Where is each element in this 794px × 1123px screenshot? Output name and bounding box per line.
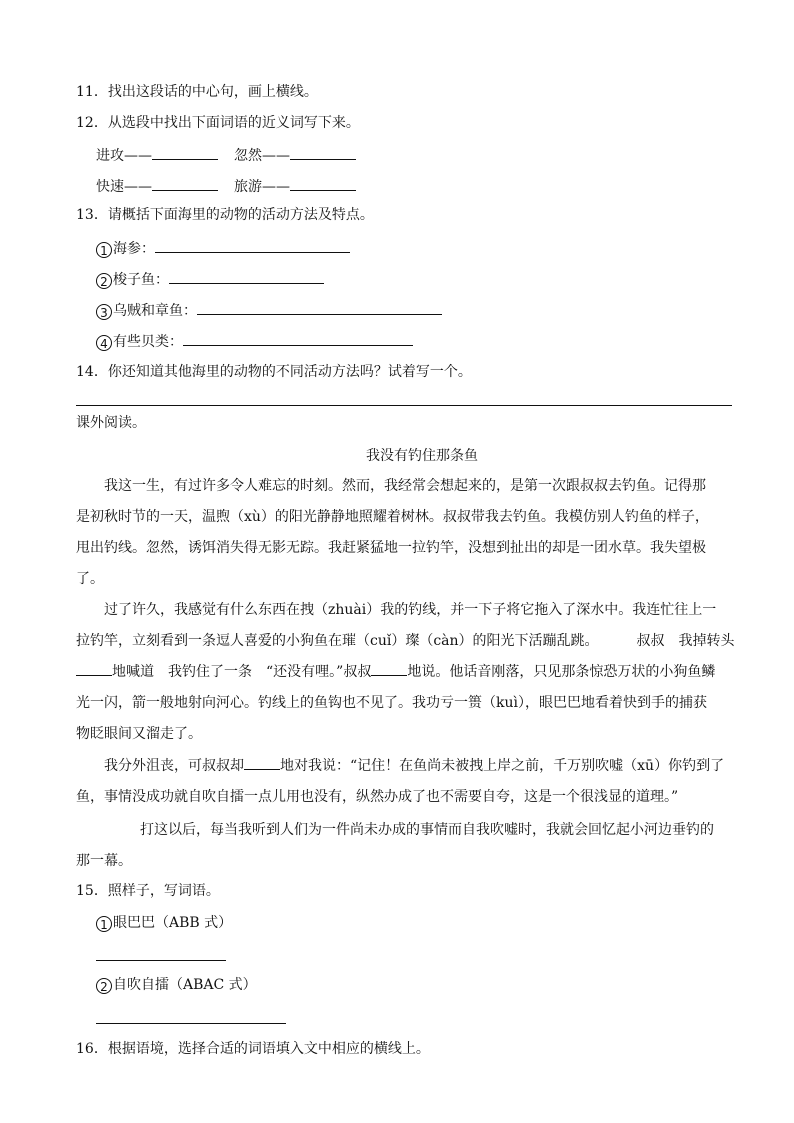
answer-blank[interactable] bbox=[152, 176, 218, 191]
word-example: 自吹自擂（ABAC 式） bbox=[113, 977, 257, 993]
fill-blank[interactable] bbox=[76, 659, 112, 676]
circled-number: 2 bbox=[96, 978, 112, 994]
story-text: 地喊道 bbox=[112, 664, 154, 680]
answer-blank[interactable] bbox=[155, 238, 350, 253]
story-line: 了。 bbox=[76, 571, 104, 587]
circled-number: 1 bbox=[96, 916, 112, 932]
story-line: 物眨眼间又溜走了。 bbox=[76, 726, 202, 742]
fill-blank[interactable] bbox=[244, 753, 280, 770]
story-line: 过了许久，我感觉有什么东西在拽（zhuài）我的钓线，并一下子将它拖入了深水中。我连忙往上一 bbox=[104, 602, 717, 618]
answer-line[interactable] bbox=[96, 960, 226, 961]
story-text: “还没有哩。”叔叔 bbox=[266, 664, 372, 680]
answer-blank[interactable] bbox=[290, 145, 356, 160]
section-label: 课外阅读。 bbox=[76, 415, 146, 431]
animal-item bbox=[96, 300, 442, 321]
story-title: 我没有钓住那条鱼 bbox=[366, 448, 478, 464]
animal-item bbox=[96, 269, 324, 290]
answer-blank[interactable] bbox=[183, 331, 413, 346]
story-text: 叔叔 bbox=[636, 633, 665, 649]
answer-blank[interactable] bbox=[169, 269, 324, 284]
story-line bbox=[76, 626, 742, 657]
fill-blank[interactable] bbox=[371, 659, 407, 676]
synonym-word: 进攻—— bbox=[96, 148, 152, 164]
animal-label: 有些贝类： bbox=[113, 334, 183, 350]
animal-item bbox=[96, 238, 350, 259]
animal-label: 梭子鱼： bbox=[113, 272, 169, 288]
story-text: 我钓住了一条 bbox=[168, 664, 252, 680]
answer-blank[interactable] bbox=[290, 176, 356, 191]
story-text: 我掉转头 bbox=[678, 633, 735, 649]
synonym-word: 忽然—— bbox=[234, 148, 290, 164]
story-paragraph-2 bbox=[76, 595, 742, 750]
story-text: 我分外沮丧，可叔叔却 bbox=[104, 758, 244, 774]
animal-label: 海参： bbox=[113, 241, 155, 257]
story-line bbox=[76, 657, 742, 688]
story-line: 是初秋时节的一天，温煦（xù）的阳光静静地照耀着树林。叔叔带我去钓鱼。我模仿别人钓鱼的样子， bbox=[76, 509, 709, 525]
question-15-prompt: 15．照样子，写词语。 bbox=[76, 883, 220, 899]
circled-number: 2 bbox=[96, 273, 112, 289]
story-line: 鱼，事情没成功就自吹自擂一点儿用也没有，纵然办成了也不需要自夸，这是一个很浅显的道理。” bbox=[76, 789, 679, 805]
animal-item bbox=[96, 331, 413, 352]
question-13-prompt: 13．请概括下面海里的动物的活动方法及特点。 bbox=[76, 207, 374, 223]
story-text: 地对我说：“记住！在鱼尚未被拽上岸之前，千万别吹嘘（xū）你钓到了 bbox=[280, 758, 725, 774]
story-paragraph-1 bbox=[76, 471, 742, 595]
story-line: 光一闪，箭一般地射向河心。钓线上的鱼钩也不见了。我功亏一篑（kuì），眼巴巴地看着快到手的捕获 bbox=[76, 695, 707, 711]
story-text: 地说。他话音刚落，只见那条惊恐万状的小狗鱼鳞 bbox=[407, 664, 716, 680]
answer-line[interactable] bbox=[96, 1023, 286, 1024]
answer-blank[interactable] bbox=[197, 300, 442, 315]
circled-number: 4 bbox=[96, 335, 112, 351]
story-paragraph-3 bbox=[76, 751, 742, 813]
story-text: 拉钓竿，立刻看到一条逗人喜爱的小狗鱼在璀（cuǐ）璨（càn）的阳光下活蹦乱跳。 bbox=[76, 633, 599, 649]
synonym-item bbox=[234, 145, 356, 166]
synonym-word: 快速—— bbox=[96, 179, 152, 195]
question-14: 14．你还知道其他海里的动物的不同活动方法吗？试着写一个。 bbox=[76, 364, 472, 380]
synonym-item bbox=[96, 176, 218, 197]
answer-line[interactable] bbox=[76, 405, 732, 406]
story-paragraph-4 bbox=[76, 815, 742, 877]
answer-blank[interactable] bbox=[152, 145, 218, 160]
story-line: 我这一生，有过许多令人难忘的时刻。然而，我经常会想起来的，是第一次跟叔叔去钓鱼。记得那 bbox=[104, 478, 706, 494]
synonym-item bbox=[234, 176, 356, 197]
circled-number: 1 bbox=[96, 242, 112, 258]
question-12-prompt: 12．从选段中找出下面词语的近义词写下来。 bbox=[76, 115, 360, 131]
word-item bbox=[96, 913, 232, 933]
story-line bbox=[76, 751, 742, 782]
question-11: 11．找出这段话的中心句，画上横线。 bbox=[76, 84, 318, 100]
word-example: 眼巴巴（ABB 式） bbox=[113, 915, 233, 931]
question-16: 16．根据语境，选择合适的词语填入文中相应的横线上。 bbox=[76, 1041, 430, 1057]
word-item bbox=[96, 975, 257, 995]
synonym-word: 旅游—— bbox=[234, 179, 290, 195]
synonym-item bbox=[96, 145, 218, 166]
circled-number: 3 bbox=[96, 304, 112, 320]
story-line: 甩出钓线。忽然，诱饵消失得无影无踪。我赶紧猛地一拉钓竿，没想到扯出的却是一团水草。我失望极 bbox=[76, 540, 706, 556]
story-line: 打这以后，每当我听到人们为一件尚未办成的事情而自我吹嘘时，我就会回忆起小河边垂钓的 bbox=[140, 822, 714, 838]
story-line: 那一幕。 bbox=[76, 853, 132, 869]
animal-label: 乌贼和章鱼： bbox=[113, 303, 197, 319]
